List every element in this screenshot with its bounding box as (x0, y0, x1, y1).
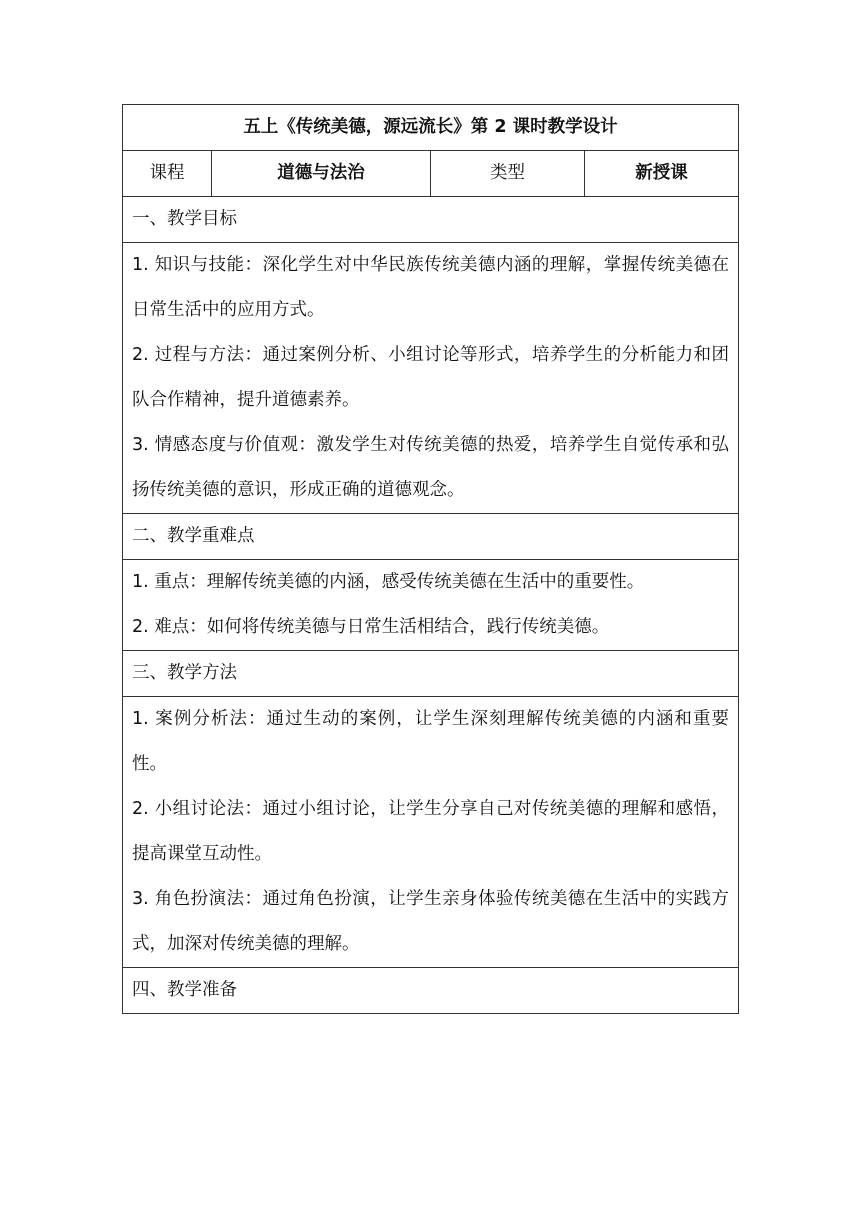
section-heading: 四、教学准备 (123, 968, 739, 1014)
section-content-row (123, 697, 739, 968)
section-content (123, 697, 739, 968)
list-item: 2. 小组讨论法：通过小组讨论，让学生分享自己对传统美德的理解和感悟，提高课堂互动性。 (132, 799, 729, 864)
type-value: 新授课 (585, 151, 739, 197)
section-heading: 三、教学方法 (123, 651, 739, 697)
course-value: 道德与法治 (212, 151, 431, 197)
document-title: 五上《传统美德，源远流长》第 2 课时教学设计 (123, 105, 739, 151)
list-item: 1. 案例分析法：通过生动的案例，让学生深刻理解传统美德的内涵和重要性。 (132, 709, 729, 774)
lesson-plan-table (122, 104, 739, 1014)
course-label: 课程 (123, 151, 212, 197)
section-heading-row (123, 197, 739, 243)
list-item: 1. 重点：理解传统美德的内涵，感受传统美德在生活中的重要性。 (132, 572, 645, 592)
list-item: 3. 情感态度与价值观：激发学生对传统美德的热爱，培养学生自觉传承和弘扬传统美德的意识，形成正确的道德观念。 (132, 435, 729, 500)
list-item: 1. 知识与技能：深化学生对中华民族传统美德内涵的理解，掌握传统美德在日常生活中的应用方式。 (132, 255, 729, 320)
list-item: 2. 过程与方法：通过案例分析、小组讨论等形式，培养学生的分析能力和团队合作精神，提升道德素养。 (132, 345, 729, 410)
section-content (123, 560, 739, 651)
section-content-row (123, 560, 739, 651)
section-content-row (123, 243, 739, 514)
section-heading: 二、教学重难点 (123, 514, 739, 560)
section-heading-row (123, 968, 739, 1014)
list-item: 2. 难点：如何将传统美德与日常生活相结合，践行传统美德。 (132, 617, 610, 637)
meta-row (123, 151, 739, 197)
section-content (123, 243, 739, 514)
section-heading-row (123, 514, 739, 560)
section-heading-row (123, 651, 739, 697)
list-item: 3. 角色扮演法：通过角色扮演，让学生亲身体验传统美德在生活中的实践方式，加深对传统美德的理解。 (132, 889, 729, 954)
type-label: 类型 (431, 151, 585, 197)
title-row (123, 105, 739, 151)
section-heading: 一、教学目标 (123, 197, 739, 243)
